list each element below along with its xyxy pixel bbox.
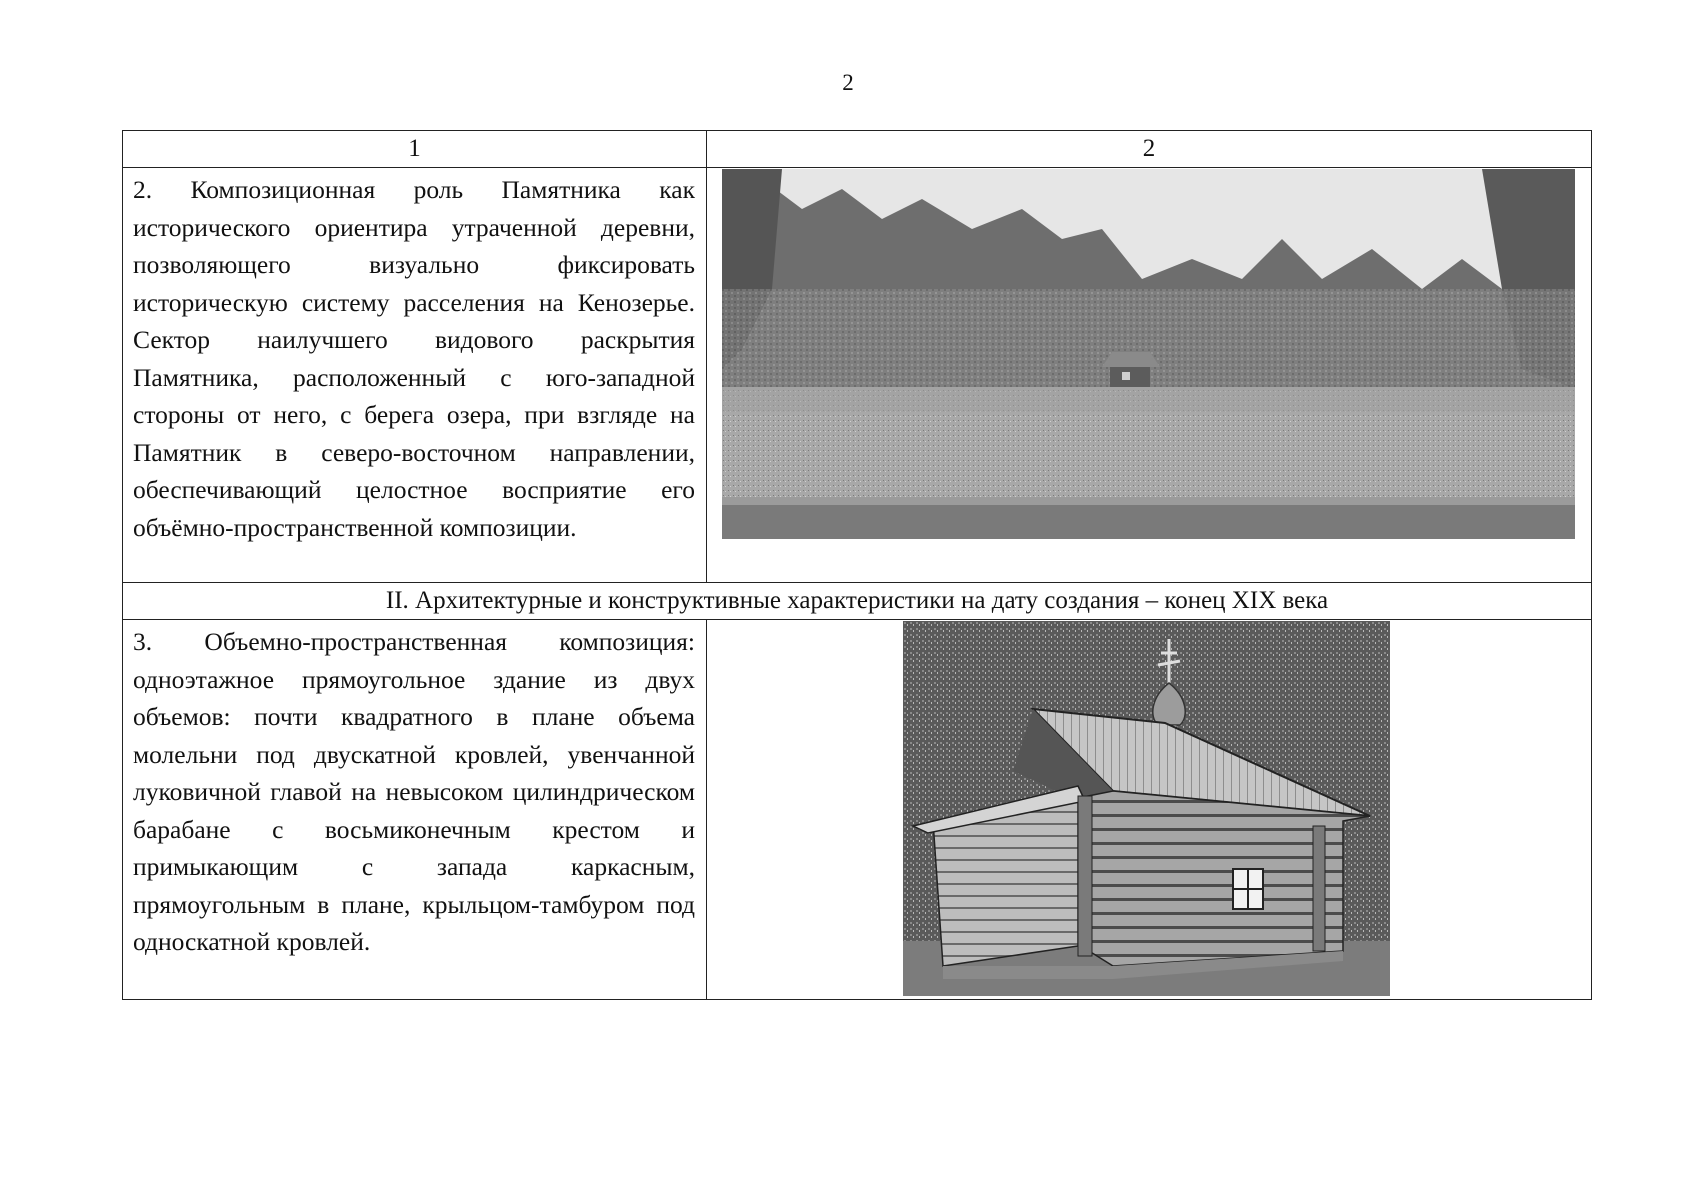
column-header-2: 2: [707, 131, 1592, 168]
section-heading: II. Архитектурные и конструктивные характеристики на дату создания – конец XIX века: [123, 583, 1592, 620]
document-table: [122, 130, 1592, 1000]
row3-photo-cell: [707, 620, 1592, 1000]
page-number: 2: [842, 70, 854, 95]
table-row: [123, 168, 1592, 583]
table-row: [123, 620, 1592, 1000]
table-header-row: [123, 131, 1592, 168]
column-header-1: 1: [123, 131, 707, 168]
section-heading-row: [123, 583, 1592, 620]
landscape-photo: [722, 169, 1575, 539]
chapel-photo: [903, 621, 1390, 996]
row1-photo-cell: [707, 168, 1592, 583]
row3-text: 3. Объемно-пространственная композиция: одноэтажное прямоугольное здание из двух объемов: почти квадратного в плане объема молельни под двускатной кровлей, увенчанной луковичной главой на невысоком цилиндрическом барабане с восьмиконечным крестом и примыкающим с запада каркасным, прямоугольным в плане, крыльцом-тамбуром под односкатной кровлей.: [133, 627, 695, 956]
row3-text-cell: [123, 620, 707, 1000]
row1-text-cell: [123, 168, 707, 583]
row1-text: 2. Композиционная роль Памятника как исторического ориентира утраченной деревни, позволяющего визуально фиксировать историческую систему расселения на Кенозерье. Сектор наилучшего видового раскрытия Памятника, расположенный с юго-западной стороны от него, с берега озера, при взгляде на Памятник в северо-восточном направлении, обеспечивающий целостное восприятие его объёмно-пространственной композиции.: [133, 175, 695, 542]
